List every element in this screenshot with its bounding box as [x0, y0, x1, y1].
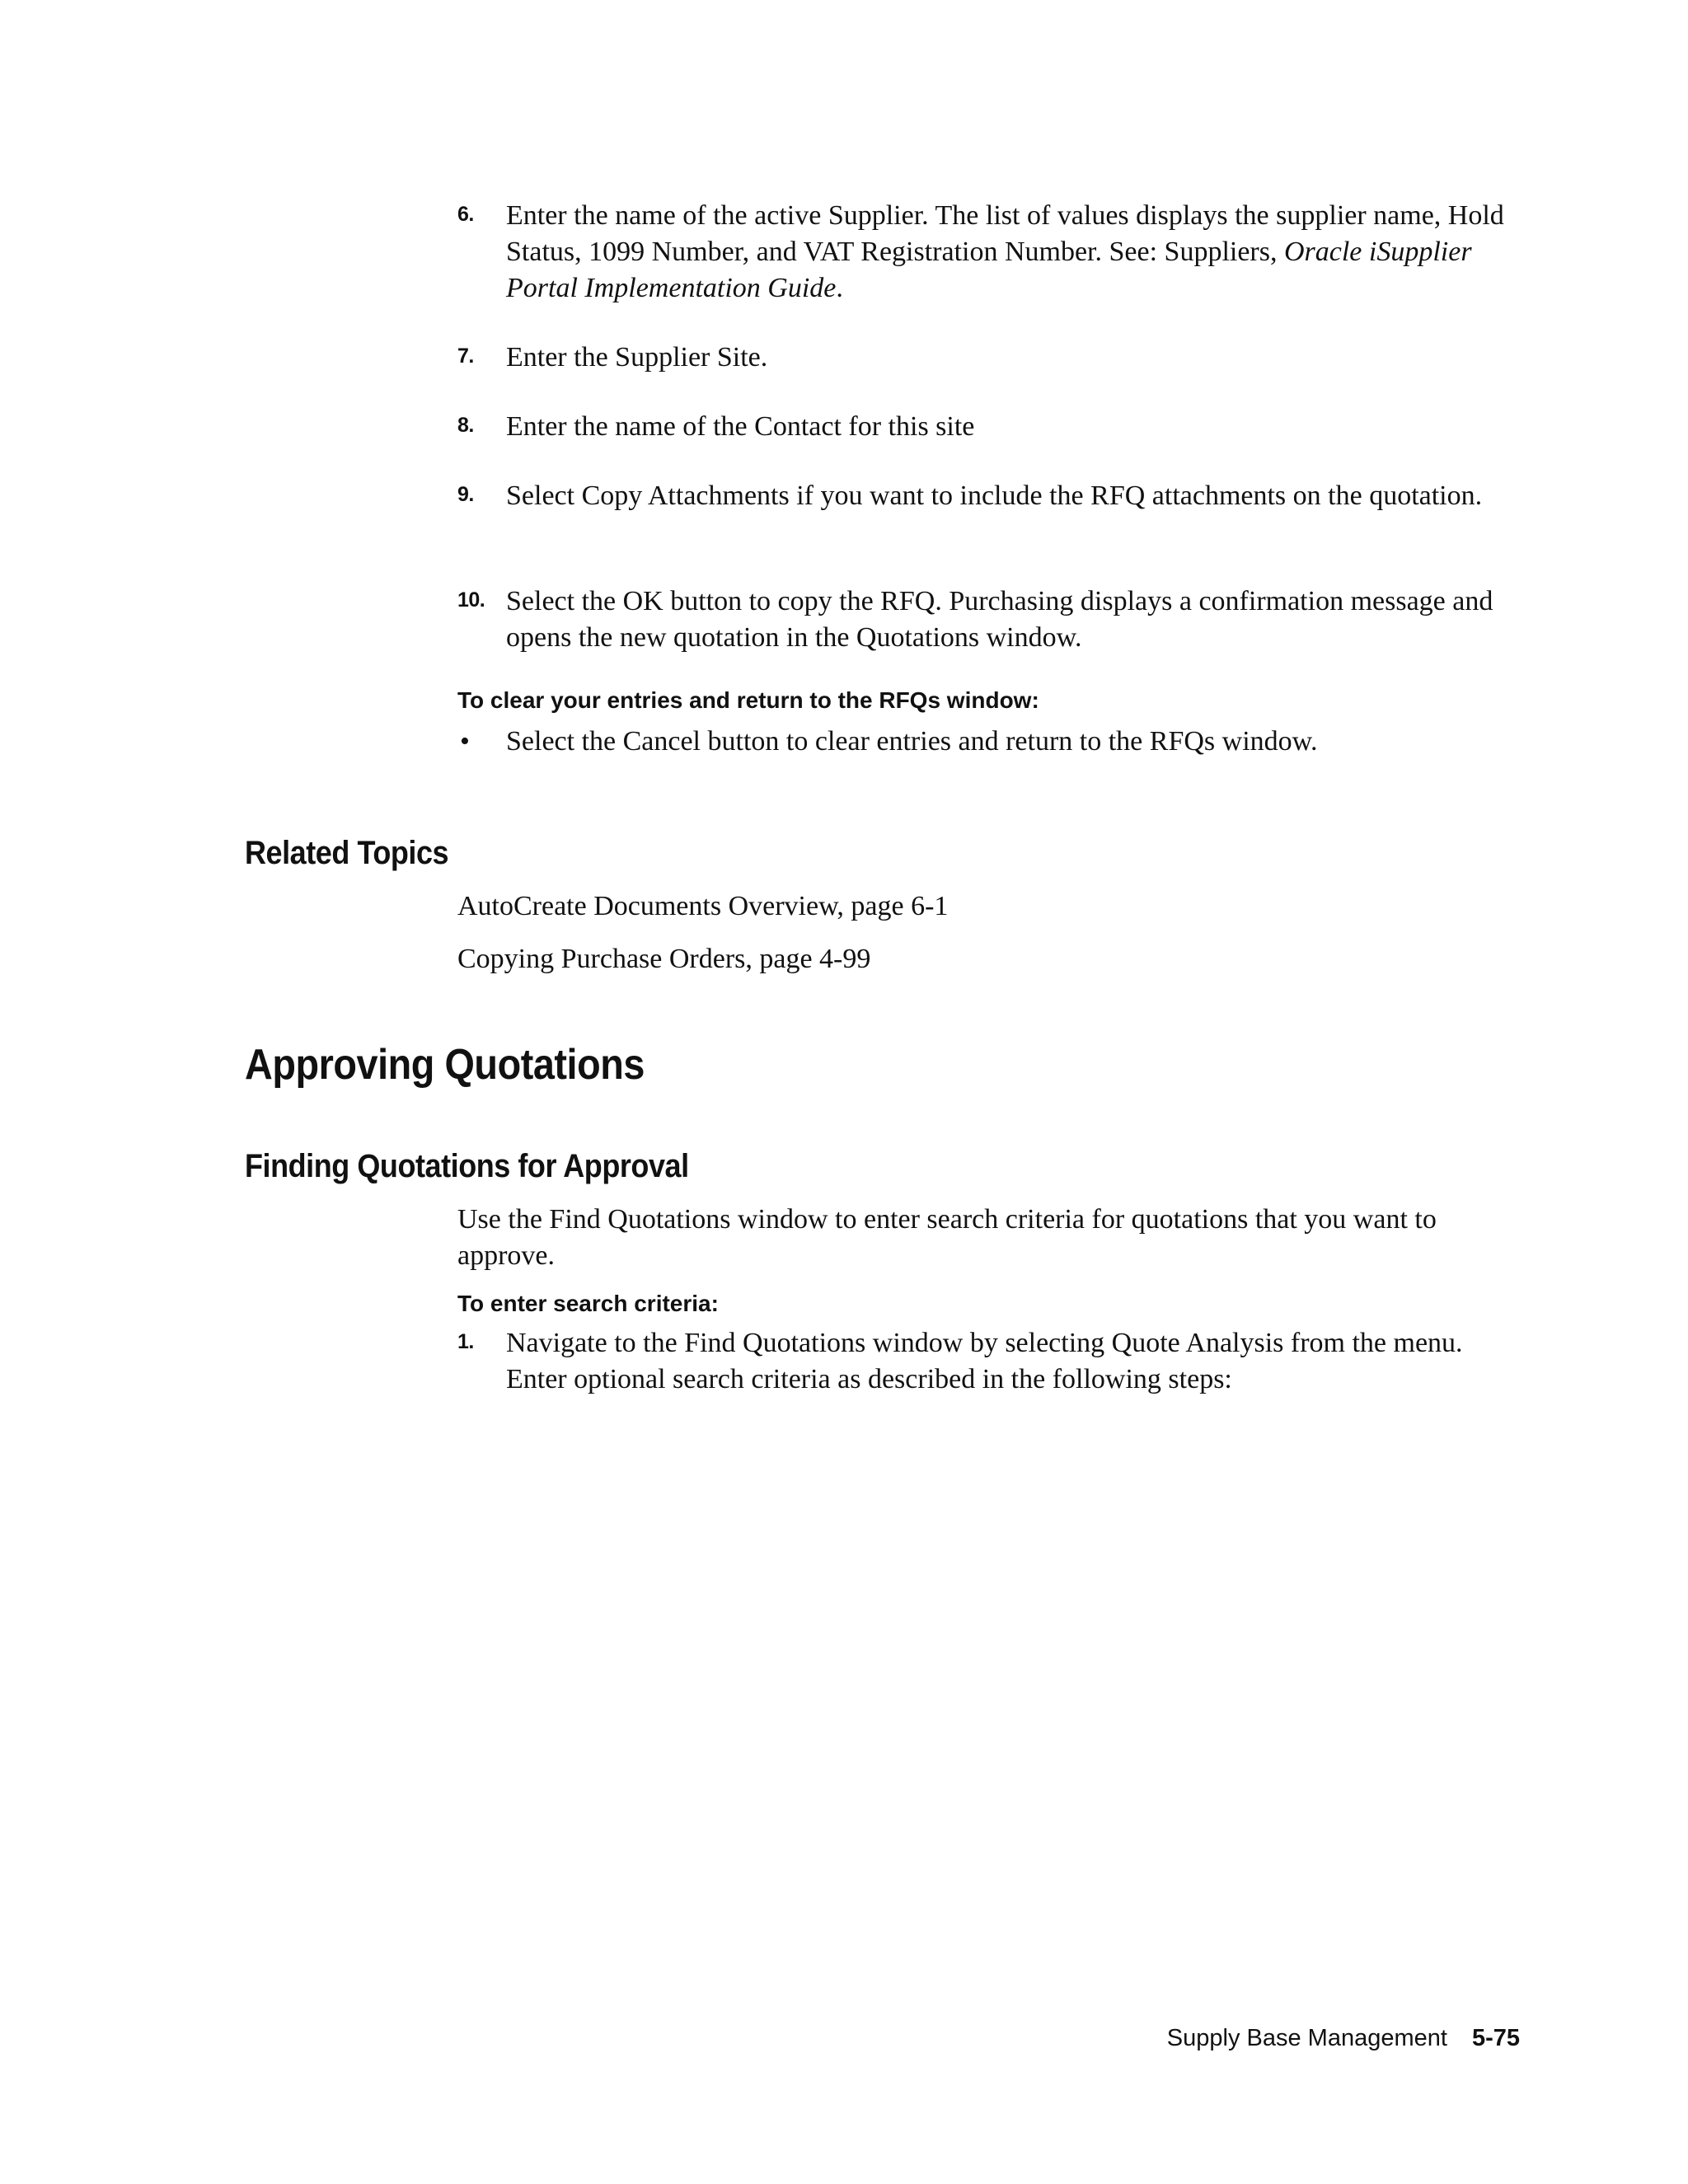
- step-text: Enter the name of the Contact for this site: [506, 411, 975, 442]
- related-link-autocreate[interactable]: [457, 888, 1521, 925]
- related-topics-heading: Related Topics: [245, 835, 449, 871]
- related-link-autocreate-text[interactable]: AutoCreate Documents Overview, page 6-1: [457, 891, 949, 921]
- step-number: 6.: [457, 203, 474, 226]
- step-9: [457, 478, 1521, 514]
- intro-paragraph: Use the Find Quotations window to enter search criteria for quotations that you want to approve.: [457, 1204, 1437, 1271]
- step-number: 10.: [457, 588, 485, 612]
- procedure-heading-clear: To clear your entries and return to the RFQs window:: [457, 687, 1039, 713]
- step-1: [457, 1325, 1521, 1398]
- step-text: Enter the name of the active Supplier. The list of values displays the supplier name, Hold Status, 1099 Number, and VAT Registration Number. See: Suppliers, Oracle iSupplier Portal Implementation Guide.: [506, 200, 1504, 303]
- procedure-heading-search: To enter search criteria:: [457, 1291, 719, 1316]
- step-text: Select the OK button to copy the RFQ. Purchasing displays a confirmation message and opens the new quotation in the Quotations window.: [506, 586, 1493, 653]
- guide-title: Oracle iSupplier Portal Implementation Guide: [506, 237, 1472, 303]
- step-number: 1.: [457, 1330, 474, 1353]
- step-number: 8.: [457, 414, 474, 437]
- bullet-icon: •: [460, 726, 470, 757]
- step-text: Select Copy Attachments if you want to include the RFQ attachments on the quotation.: [506, 480, 1483, 511]
- related-link-copying[interactable]: [457, 941, 1521, 977]
- bullet-item-cancel: [457, 724, 1521, 760]
- step-number: 7.: [457, 344, 474, 368]
- step-6: [457, 198, 1521, 307]
- related-link-copying-text[interactable]: Copying Purchase Orders, page 4-99: [457, 944, 871, 974]
- step-8: [457, 409, 1521, 445]
- page-footer: [1167, 2025, 1520, 2052]
- step-10: [457, 583, 1521, 656]
- footer-section: Supply Base Management: [1166, 2025, 1447, 2051]
- step-7: [457, 340, 1521, 376]
- section-title: Approving Quotations: [245, 1041, 645, 1089]
- bullet-text: Select the Cancel button to clear entries and return to the RFQs window.: [506, 726, 1318, 757]
- subsection-title: Finding Quotations for Approval: [245, 1148, 689, 1184]
- step-text: Enter the Supplier Site.: [506, 342, 768, 373]
- step-number: 9.: [457, 483, 474, 506]
- step-text: Navigate to the Find Quotations window by selecting Quote Analysis from the menu. Enter optional search criteria as described in the following steps:: [506, 1328, 1463, 1394]
- footer-page-number: 5-75: [1471, 2025, 1520, 2051]
